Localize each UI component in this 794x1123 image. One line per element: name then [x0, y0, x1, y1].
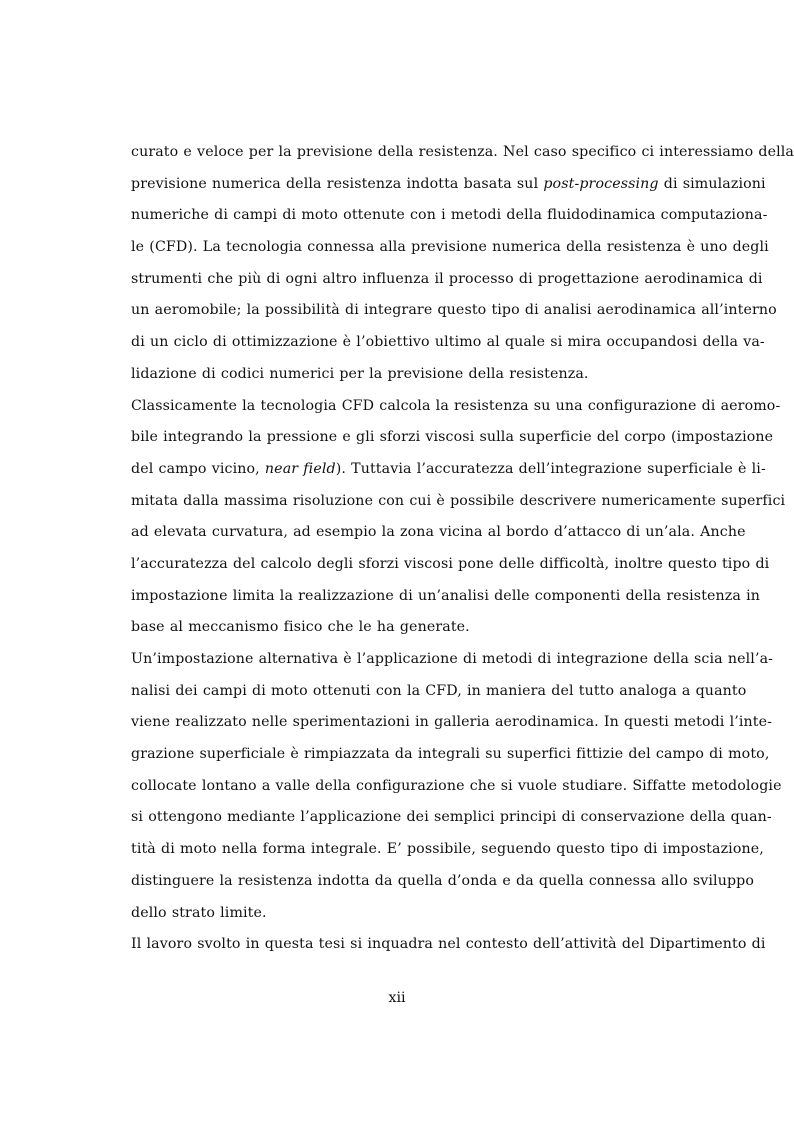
text-line: Classicamente la tecnologia CFD calcola la resistenza su una configurazione di aeromo-: [131, 397, 781, 414]
text-line: ad elevata curvatura, ad esempio la zona vicina al bordo d’attacco di un’ala. Anche: [131, 524, 746, 541]
text-line: Un’impostazione alternativa è l’applicazione di metodi di integrazione della scia nell’a-: [131, 651, 774, 667]
text-line: impostazione limita la realizzazione di un’analisi delle componenti della resistenza in: [131, 587, 761, 604]
text-line: numeriche di campi di moto ottenute con i metodi della fluidodinamica computaziona-: [131, 207, 768, 224]
text-line: distinguere la resistenza indotta da quella d’onda e da quella connessa allo sviluppo: [131, 872, 755, 889]
text-line: dello strato limite.: [131, 904, 267, 921]
text-line: del campo vicino, near field). Tuttavia l’accuratezza dell’integrazione superficiale è li-: [131, 460, 766, 477]
italic-term: post-processing: [543, 175, 659, 192]
text-line: previsione numerica della resistenza indotta basata sul post-processing di simulazioni: [131, 175, 766, 192]
text-line: tità di moto nella forma integrale. E’ possibile, seguendo questo tipo di impostazione,: [131, 841, 764, 858]
text-line: mitata dalla massima risoluzione con cui è possibile descrivere numericamente superfici: [131, 492, 786, 509]
text-line: lidazione di codici numerici per la previsione della resistenza.: [131, 365, 589, 382]
body-text: [131, 137, 794, 961]
text-line: base al meccanismo fisico che le ha generate.: [131, 619, 470, 636]
text-line: viene realizzato nelle sperimentazioni in galleria aerodinamica. In questi metodi l’inte-: [131, 714, 773, 731]
text-line: le (CFD). La tecnologia connessa alla previsione numerica della resistenza è uno degli: [131, 239, 769, 256]
text-line: nalisi dei campi di moto ottenuti con la CFD, in maniera del tutto analoga a quanto: [131, 682, 747, 699]
text-line: strumenti che più di ogni altro influenza il processo di progettazione aerodinamica di: [131, 270, 763, 287]
text-line: di un ciclo di ottimizzazione è l’obiettivo ultimo al quale si mira occupandosi della va-: [131, 334, 765, 351]
italic-term: near field: [264, 460, 336, 477]
page-number: xii: [388, 990, 406, 1006]
text-line: Il lavoro svolto in questa tesi si inquadra nel contesto dell’attività del Dipartimento di: [131, 936, 766, 953]
text-line: grazione superficiale è rimpiazzata da integrali su superfici fittizie del campo di moto,: [131, 746, 770, 763]
text-line: curato e veloce per la previsione della resistenza. Nel caso specifico ci interessiamo della: [131, 144, 794, 160]
text-line: un aeromobile; la possibilità di integrare questo tipo di analisi aerodinamica all’interno: [131, 302, 777, 319]
text-line: si ottengono mediante l’applicazione dei semplici principi di conservazione della quan-: [131, 809, 772, 826]
text-line: l’accuratezza del calcolo degli sforzi viscosi pone delle difficoltà, inoltre questo tipo di: [131, 555, 770, 572]
text-line: collocate lontano a valle della configurazione che si vuole studiare. Siffatte metodologie: [131, 777, 782, 794]
text-line: bile integrando la pressione e gli sforzi viscosi sulla superficie del corpo (impostazione: [131, 429, 774, 446]
